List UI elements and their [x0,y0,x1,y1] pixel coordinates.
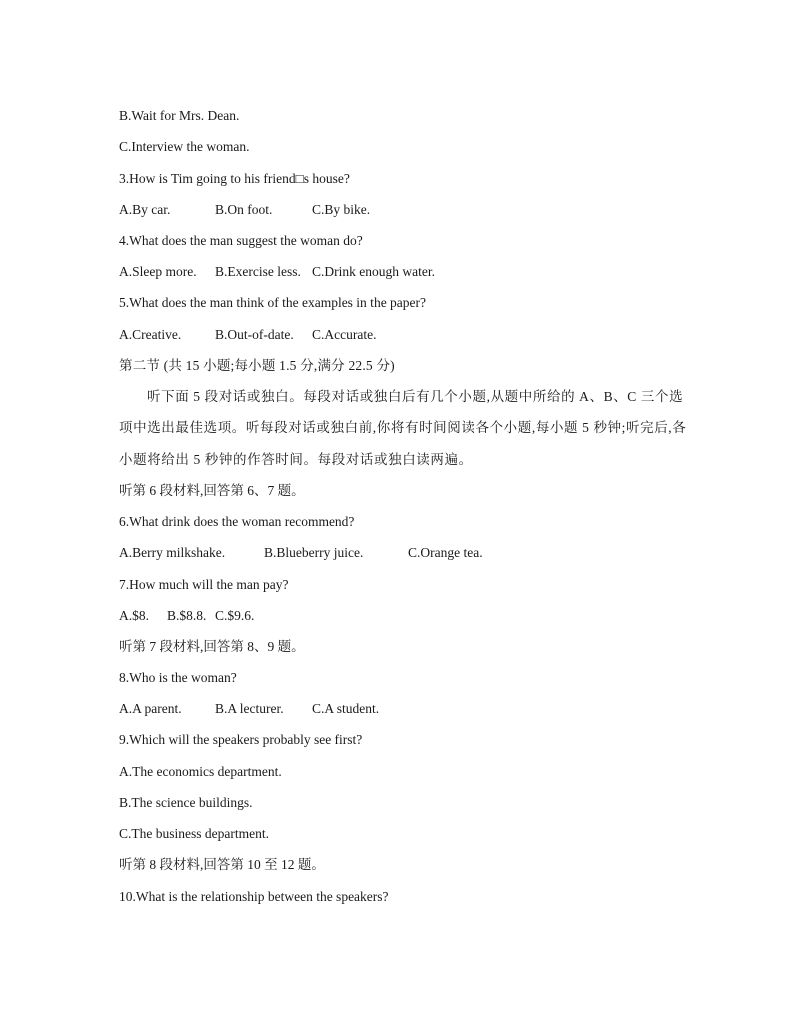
section-2-instruction-line-3: 小题将给出 5 秒钟的作答时间。每段对话或独白读两遍。 [119,452,473,467]
q4-option-c: C.Drink enough water. [312,264,435,279]
q7-options [119,607,254,625]
q3-option-b: B.On foot. [215,202,273,217]
material-6-heading: 听第 6 段材料,回答第 6、7 题。 [119,483,305,498]
q5-option-b: B.Out-of-date. [215,327,294,342]
section-2-instruction-line-1: 听下面 5 段对话或独白。每段对话或独白后有几个小题,从题中所给的 A、B、C 三个选 [147,389,684,404]
section-2-title: 第二节 (共 15 小题;每小题 1.5 分,满分 22.5 分) [119,358,395,373]
q6-option-c: C.Orange tea. [408,545,483,560]
q7-option-a: A.$8. [119,608,149,623]
q4-question: 4.What does the man suggest the woman do? [119,233,363,248]
q3-question: 3.How is Tim going to his friend□s house? [119,171,350,186]
q3-option-c: C.By bike. [312,202,371,217]
q7-option-c: C.$9.6. [215,608,255,623]
q9-question: 9.Which will the speakers probably see first? [119,732,363,747]
q5-option-a: A.Creative. [119,327,182,342]
q4-option-a: A.Sleep more. [119,264,197,279]
q10-question: 10.What is the relationship between the speakers? [119,889,389,904]
q8-option-a: A.A parent. [119,701,182,716]
q9-option-c: C.The business department. [119,826,269,841]
q9-option-a: A.The economics department. [119,764,282,779]
q8-question: 8.Who is the woman? [119,670,237,685]
section-2-instruction-line-2: 项中选出最佳选项。听每段对话或独白前,你将有时间阅读各个小题,每小题 5 秒钟;听完后,各 [119,420,687,435]
material-8-heading: 听第 8 段材料,回答第 10 至 12 题。 [119,857,325,872]
q8-option-b: B.A lecturer. [215,701,284,716]
q6-question: 6.What drink does the woman recommend? [119,514,355,529]
q6-options [119,544,483,562]
q4-options [119,263,435,281]
q6-option-a: A.Berry milkshake. [119,545,226,560]
q3-option-a: A.By car. [119,202,171,217]
q7-option-b: B.$8.8. [167,608,207,623]
q4-option-b: B.Exercise less. [215,264,301,279]
q8-options [119,700,379,718]
q6-option-b: B.Blueberry juice. [264,545,364,560]
material-7-heading: 听第 7 段材料,回答第 8、9 题。 [119,639,305,654]
q2-option-b: B.Wait for Mrs. Dean. [119,108,240,123]
q3-options [119,201,370,219]
q7-question: 7.How much will the man pay? [119,577,289,592]
q5-options [119,326,376,344]
q5-question: 5.What does the man think of the examples in the paper? [119,295,427,310]
q5-option-c: C.Accurate. [312,327,377,342]
q2-option-c: C.Interview the woman. [119,139,250,154]
q9-option-b: B.The science buildings. [119,795,253,810]
q8-option-c: C.A student. [312,701,380,716]
